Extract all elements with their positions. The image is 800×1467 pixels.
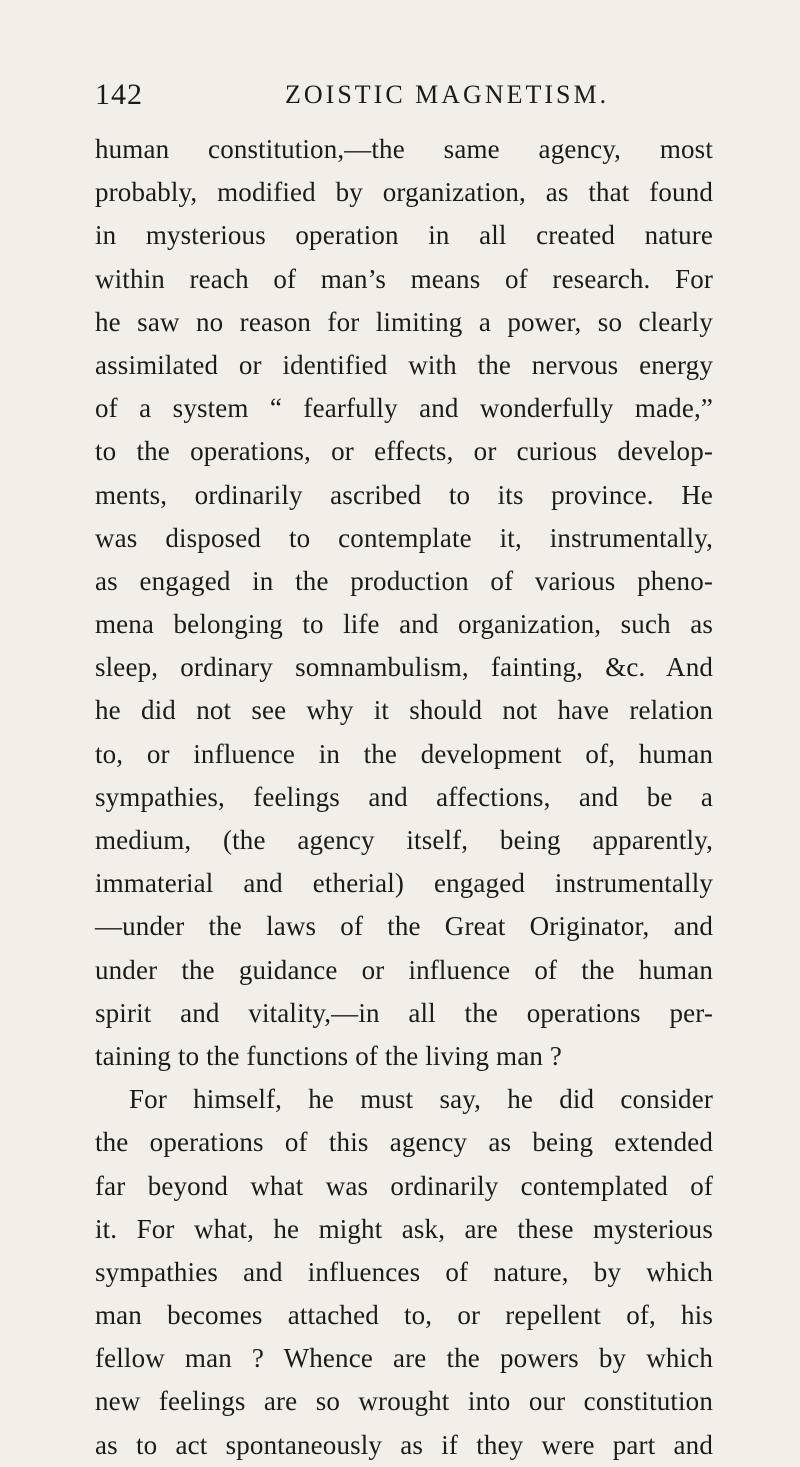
text-line: it. For what, he might ask, are these mysterious (95, 1213, 713, 1244)
running-title: ZOISTIC MAGNETISM. (285, 80, 610, 109)
text-line: fellow man ? Whence are the powers by which (95, 1343, 713, 1374)
text-line: new feelings are so wrought into our constitution (95, 1386, 713, 1417)
text-line: in mysterious operation in all created nature (95, 220, 713, 251)
text-line: under the guidance or influence of the human (95, 954, 713, 985)
text-line: the operations of this agency as being extended (95, 1127, 713, 1158)
text-line: taining to the functions of the living man ? (95, 1040, 563, 1071)
text-line: within reach of man’s means of research. For (95, 263, 713, 294)
text-line: probably, modified by organization, as that found (95, 177, 713, 208)
text-line: was disposed to contemplate it, instrumentally, (95, 522, 713, 553)
text-line: of a system “ fearfully and wonderfully made,” (95, 393, 713, 424)
text-line: sleep, ordinary somnambulism, fainting, &c. And (95, 652, 713, 683)
text-line: as engaged in the production of various pheno- (95, 565, 713, 596)
text-line: far beyond what was ordinarily contemplated of (95, 1170, 713, 1201)
text-line: as to act spontaneously as if they were part and (95, 1429, 713, 1460)
text-line: spirit and vitality,—in all the operations per- (95, 997, 713, 1028)
body-text (95, 128, 713, 1467)
page-number: 142 (95, 78, 143, 111)
text-line: ments, ordinarily ascribed to its province. He (95, 479, 713, 510)
text-line: to the operations, or effects, or curious develop- (95, 436, 713, 467)
text-line: immaterial and etherial) engaged instrumentally (95, 868, 713, 899)
text-line: sympathies and influences of nature, by which (95, 1256, 713, 1287)
text-line: —under the laws of the Great Originator, and (95, 911, 713, 942)
text-line: he saw no reason for limiting a power, so clearly (95, 306, 713, 337)
running-head (95, 78, 713, 118)
text-line: human constitution,—the same agency, most (95, 134, 713, 164)
text-line: he did not see why it should not have relation (95, 695, 713, 726)
text-line: For himself, he must say, he did consider (129, 1084, 713, 1115)
text-line: assimilated or identified with the nervous energy (95, 349, 713, 380)
text-line: medium, (the agency itself, being apparently, (95, 825, 713, 855)
text-line: sympathies, feelings and affections, and be a (95, 781, 713, 812)
text-line: mena belonging to life and organization, such as (95, 609, 713, 640)
text-line: man becomes attached to, or repellent of, his (95, 1300, 713, 1331)
text-line: to, or influence in the development of, human (95, 738, 713, 769)
